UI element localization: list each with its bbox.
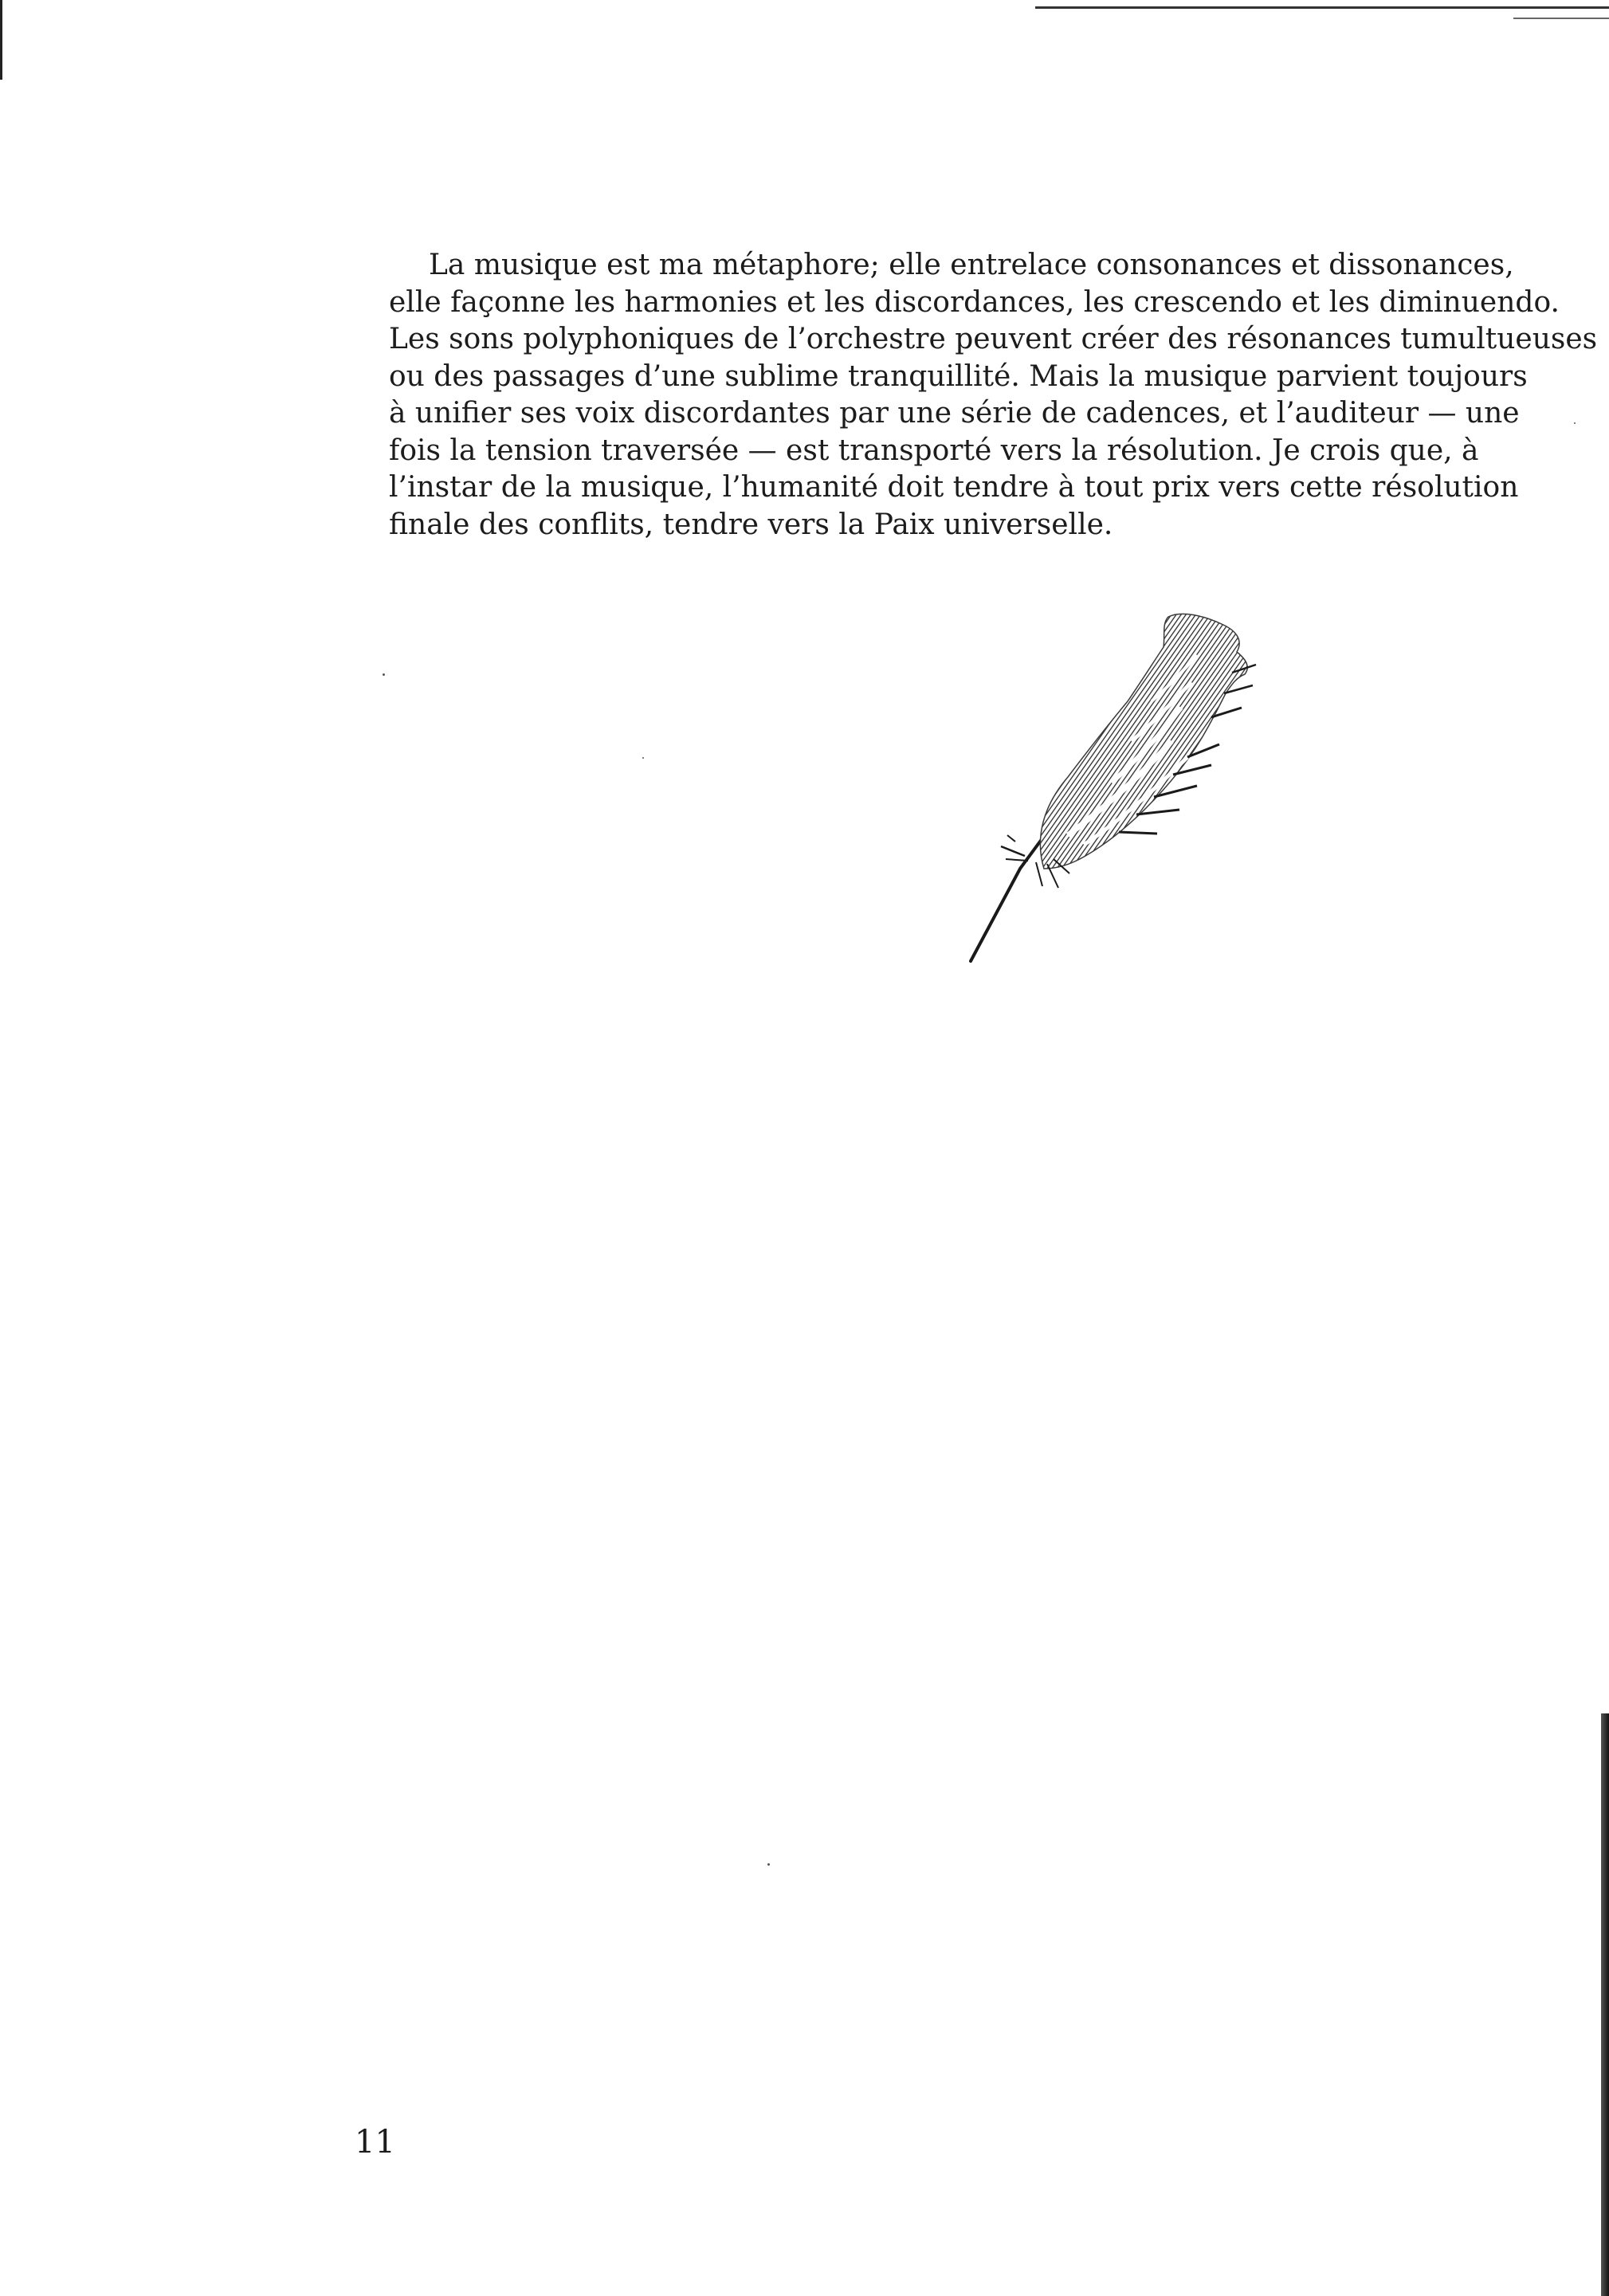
paragraph-line: Les sons polyphoniques de l’orchestre peuvent créer des résonances tumultueuses xyxy=(389,323,1598,355)
scan-speck xyxy=(767,1863,770,1866)
body-paragraph xyxy=(389,247,1598,544)
scan-edge-right xyxy=(1601,1713,1609,2296)
scan-edge-left xyxy=(0,0,2,80)
paragraph-line: à unifier ses voix discordantes par une série de cadences, et l’auditeur — une xyxy=(389,397,1520,430)
scan-edge-top xyxy=(1035,6,1609,9)
paragraph-line: elle façonne les harmonies et les discordances, les crescendo et les diminuendo. xyxy=(389,285,1560,319)
quill-feather-icon xyxy=(948,606,1291,972)
scan-speck xyxy=(1574,422,1576,424)
paragraph-line: finale des conflits, tendre vers la Paix universelle. xyxy=(389,508,1113,541)
page-number: 11 xyxy=(355,2124,395,2161)
paragraph-line: La musique est ma métaphore; elle entrelace consonances et dissonances, xyxy=(429,249,1514,281)
scan-edge-top-secondary xyxy=(1513,18,1609,19)
paragraph-line: l’instar de la musique, l’humanité doit tendre à tout prix vers cette résolution xyxy=(389,471,1519,504)
scan-speck xyxy=(642,757,644,759)
scan-speck xyxy=(383,673,385,676)
paragraph-line: ou des passages d’une sublime tranquillité. Mais la musique parvient toujours xyxy=(389,359,1528,393)
paragraph-line: fois la tension traversée — est transporté vers la résolution. Je crois que, à xyxy=(389,434,1479,467)
